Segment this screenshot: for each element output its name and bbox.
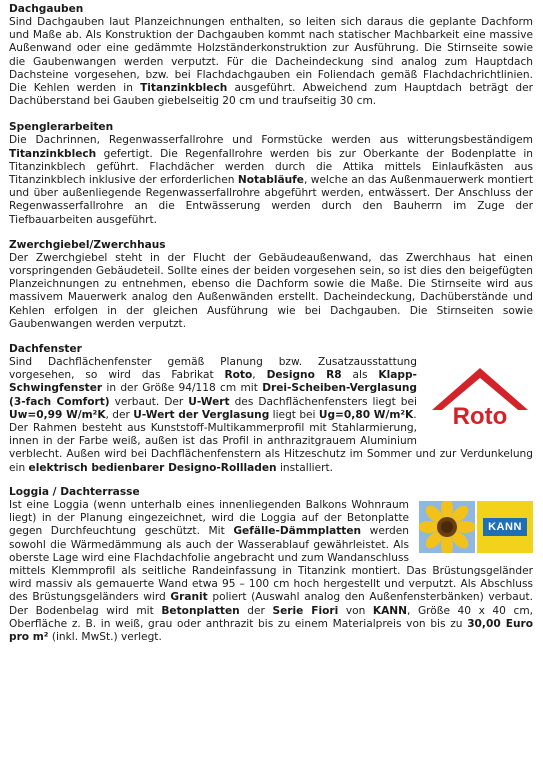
section-spenglerarbeiten xyxy=(9,121,533,226)
roto-logo-icon xyxy=(427,362,533,432)
text: Der Rahmen besteht aus Kunststoff-Multikammerprofil mit Stahlarmierung, innen in der Farbe weiß, außen ist das Profil in anthrazitgrauem Aluminium verblecht. Außen wird bei Dachflächenfenstern als Hitzeschutz im Sommer und zur Verdunkelung ein xyxy=(9,422,533,474)
roto-logo-text: Roto xyxy=(452,403,508,431)
document-page xyxy=(9,3,533,644)
heading-spenglerarbeiten: Spenglerarbeiten xyxy=(9,121,114,134)
section-dachgauben xyxy=(9,3,533,108)
text: von xyxy=(338,604,373,617)
paragraph-zwerchgiebel: Der Zwerchgiebel steht in der Flucht der Gebäudeaußenwand, das Zwerchhaus hat einen vorspringenden Gebäudeteil. Sollte eines der beiden vorgesehen sein, so ist dies den beigefügten Planzeichnungen zu entnehmen, ebenso die Dachform sowie die Maße. Die Stirnseite wird aus massivem Mauerwerk analog den Außenwänden erstellt. Dacheindeckung, Dachüberstände und Kehlen erfolgen in der gleichen Ausführung wie bei Dachgauben. Die Stirnseiten sowie Gaubenwangen werden verputzt. xyxy=(9,251,533,330)
bold-text: KANN xyxy=(372,604,408,617)
text: des Dachflächenfensters liegt bei xyxy=(229,395,417,408)
heading-dachgauben: Dachgauben xyxy=(9,3,84,15)
bold-text: U-Wert der Verglasung xyxy=(133,408,270,421)
text: gefertigt. Die Regenfallrohre werden bis zur Oberkante der Bodenplatte in Titanzinkblech geführt. Flachdächer werden durch die Attika mittels Einlaufkästen aus Titanzinkblech inklusive der erforderlichen xyxy=(9,147,533,187)
text: , der xyxy=(105,408,134,421)
bold-text: Titanzinkblech xyxy=(140,82,228,95)
section-dachfenster xyxy=(9,343,533,475)
text: als xyxy=(341,369,379,382)
section-loggia xyxy=(9,486,533,644)
text: Ist eine Loggia (wenn unterhalb eines innenliegenden Balkons Wohnraum liegt) in der Planung eingezeichnet, wird die Loggia auf der Betonplatte gegen Durchfeuchtung geschützt. Mit xyxy=(9,498,409,538)
text: der xyxy=(239,604,273,617)
text: , welche an das Außenmauerwerk montiert und über außenliegende Regenwasserfallrohre abgeführt werden, entwässert. Der Anschluss der Regenwasserfallrohre an die Entwässerung werden durch den Bauherrn im Zuge der Tiefbauarbeiten ausgeführt. xyxy=(9,174,533,226)
bold-text: 30,00 Euro pro m² xyxy=(9,617,533,643)
bold-text: Notabläufe xyxy=(237,174,304,187)
bold-text: Gefälle-Dämmplatten xyxy=(233,525,362,538)
text: werden sowohl die Wärmedämmung als auch der Wasserablauf gewährleistet. Als oberste Lage wird eine Flachdachfolie angebracht und zum Wandanschluss mittels Klemmprofil als seitliche Randeinfassung in Titanzink montiert. Das Brüstungsgeländer wird massiv als gemauerte Wand etwa 95 – 100 cm hoch hergestellt und verputzt. Als Abschluss des Brüstungsgeländers wird xyxy=(9,525,533,604)
text: , Größe 40 x 40 cm, Oberfläche z. B. in weiß, grau oder anthrazit bis zu einem Materialpreis von bis zu xyxy=(9,604,534,630)
text: (inkl. MwSt.) verlegt. xyxy=(48,630,162,643)
sunflower-image xyxy=(419,501,475,553)
text: liegt bei xyxy=(269,408,319,421)
kann-logo-text: KANN xyxy=(483,518,527,536)
bold-text: Granit xyxy=(170,591,208,604)
bold-text: Uw=0,99 W/m²K xyxy=(9,408,106,421)
paragraph-spenglerarbeiten xyxy=(9,134,533,226)
text: ausgeführt. Abweichend zum Hauptdach beträgt der Dachüberstand bei Gauben giebelseitig 20 cm und traufseitig 30 cm. xyxy=(9,82,533,108)
kann-logo-image xyxy=(419,501,533,553)
bold-text: U-Wert xyxy=(188,395,230,408)
bold-text: Titanzinkblech xyxy=(9,147,97,160)
heading-loggia: Loggia / Dachterrasse xyxy=(9,485,140,498)
bold-text: Klapp-Schwingfenster xyxy=(9,369,417,395)
text: . xyxy=(413,408,417,421)
bold-text: Serie Fiori xyxy=(272,604,339,617)
text: Sind Dachflächenfenster gemäß Planung bzw. Zusatzausstattung vorgesehen, so wird das Fabrikat xyxy=(9,356,417,382)
bold-text: Drei-Scheiben-Verglasung (3-fach Comfort) xyxy=(9,382,417,408)
roto-logo xyxy=(427,362,533,432)
section-zwerchgiebel xyxy=(9,239,533,331)
text: poliert (Auswahl analog den Außenfensterbänken) verbaut. Der Bodenbelag wird mit xyxy=(9,591,533,617)
heading-dachfenster: Dachfenster xyxy=(9,343,82,356)
sunflower-icon xyxy=(419,501,475,553)
text: in der Größe 94/118 cm mit xyxy=(102,382,263,395)
text: installiert. xyxy=(276,461,334,474)
bold-text: elektrisch bedienbarer Designo-Rollladen xyxy=(28,461,277,474)
text: Sind Dachgauben laut Planzeichnungen enthalten, so leiten sich daraus die geplante Dachform und Maße ab. Als Konstruktion der Dachgauben kommt nach statischer Machbarkeit eine massive Außenwand oder eine gedämmte Holzständerkonstruktion zur Ausführung. Die Stirnseite sowie die Gaubenwangen werden verputzt. Für die Dacheindeckung sind analog zum Hauptdach Dachsteine vorgesehen, bzw. bei Flachdachgauben ein Foliendach gemäß Flachdachrichtlinien. Die Kehlen werden in xyxy=(9,16,533,95)
bold-text: Betonplatten xyxy=(161,604,240,617)
kann-logo xyxy=(477,501,533,553)
bold-text: Designo R8 xyxy=(266,369,342,382)
heading-zwerchgiebel: Zwerchgiebel/Zwerchhaus xyxy=(9,238,166,251)
text: , xyxy=(252,369,267,382)
paragraph-dachgauben xyxy=(9,16,533,108)
bold-text: Ug=0,80 W/m²K xyxy=(318,408,414,421)
text: Die Dachrinnen, Regenwasserfallrohre und Formstücke werden aus witterungsbeständigem xyxy=(9,134,533,147)
text: verbaut. Der xyxy=(109,395,189,408)
bold-text: Roto xyxy=(224,369,253,382)
